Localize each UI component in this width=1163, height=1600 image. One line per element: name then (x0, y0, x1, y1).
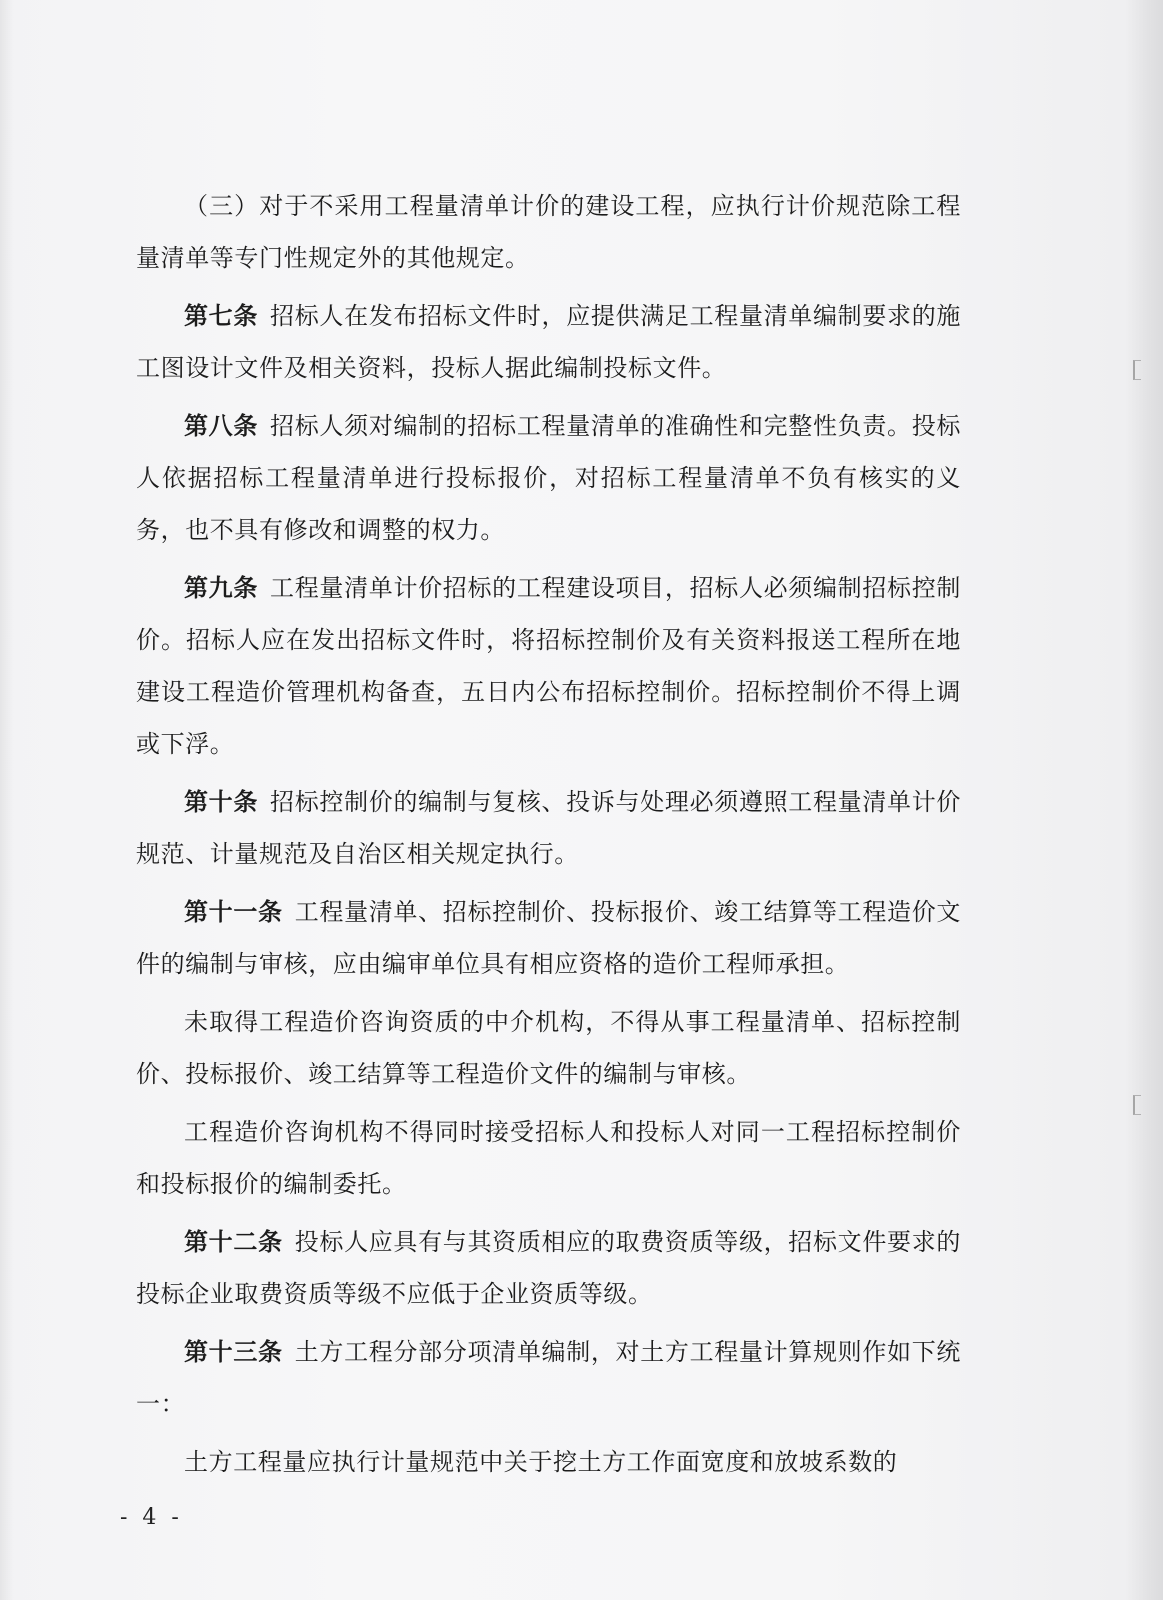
paragraph-text: （三）对于不采用工程量清单计价的建设工程，应执行计价规范除工程量清单等专门性规定外的其他规定。 (136, 192, 961, 272)
article-paragraph (136, 1216, 961, 1320)
article-number: 第九条 (184, 574, 259, 602)
article-number: 第十一条 (184, 898, 283, 926)
paragraph-text: 招标人在发布招标文件时，应提供满足工程量清单编制要求的施工图设计文件及相关资料，投标人据此编制投标文件。 (136, 302, 961, 382)
paragraph (136, 180, 961, 284)
staple-mark-icon (1133, 360, 1141, 380)
paragraph-text: 工程造价咨询机构不得同时接受招标人和投标人对同一工程招标控制价和投标报价的编制委托。 (136, 1118, 961, 1198)
paragraph-text: 未取得工程造价咨询资质的中介机构，不得从事工程量清单、招标控制价、投标报价、竣工结算等工程造价文件的编制与审核。 (136, 1008, 961, 1088)
scan-shadow-left (0, 0, 14, 1600)
article-number: 第十二条 (184, 1228, 283, 1256)
article-number: 第八条 (184, 412, 259, 440)
scan-shadow-right (1125, 0, 1163, 1600)
paragraph-text: 土方工程分部分项清单编制，对土方工程量计算规则作如下统一： (136, 1338, 961, 1418)
paragraph (136, 1436, 961, 1488)
article-paragraph (136, 886, 961, 990)
paragraph-text: 工程量清单计价招标的工程建设项目，招标人必须编制招标控制价。招标人应在发出招标文件时，将招标控制价及有关资料报送工程所在地建设工程造价管理机构备查，五日内公布招标控制价。招标控制价不得上调或下浮。 (136, 574, 961, 758)
article-number: 第十条 (184, 788, 259, 816)
document-body (136, 180, 961, 1494)
article-paragraph (136, 776, 961, 880)
staple-mark-icon (1133, 1095, 1141, 1115)
article-number: 第七条 (184, 302, 259, 330)
paragraph (136, 996, 961, 1100)
paragraph-text: 招标控制价的编制与复核、投诉与处理必须遵照工程量清单计价规范、计量规范及自治区相关规定执行。 (136, 788, 961, 868)
paragraph-text: 工程量清单、招标控制价、投标报价、竣工结算等工程造价文件的编制与审核，应由编审单位具有相应资格的造价工程师承担。 (136, 898, 961, 978)
article-paragraph (136, 562, 961, 770)
article-paragraph (136, 400, 961, 556)
article-paragraph (136, 290, 961, 394)
page-number: - 4 - (120, 1505, 183, 1530)
paragraph-text: 土方工程量应执行计量规范中关于挖土方工作面宽度和放坡系数的 (184, 1448, 898, 1476)
article-number: 第十三条 (184, 1338, 283, 1366)
paragraph-text: 投标人应具有与其资质相应的取费资质等级，招标文件要求的投标企业取费资质等级不应低于企业资质等级。 (136, 1228, 961, 1308)
paragraph (136, 1106, 961, 1210)
paragraph-text: 招标人须对编制的招标工程量清单的准确性和完整性负责。投标人依据招标工程量清单进行投标报价，对招标工程量清单不负有核实的义务，也不具有修改和调整的权力。 (136, 412, 961, 544)
article-paragraph (136, 1326, 961, 1430)
